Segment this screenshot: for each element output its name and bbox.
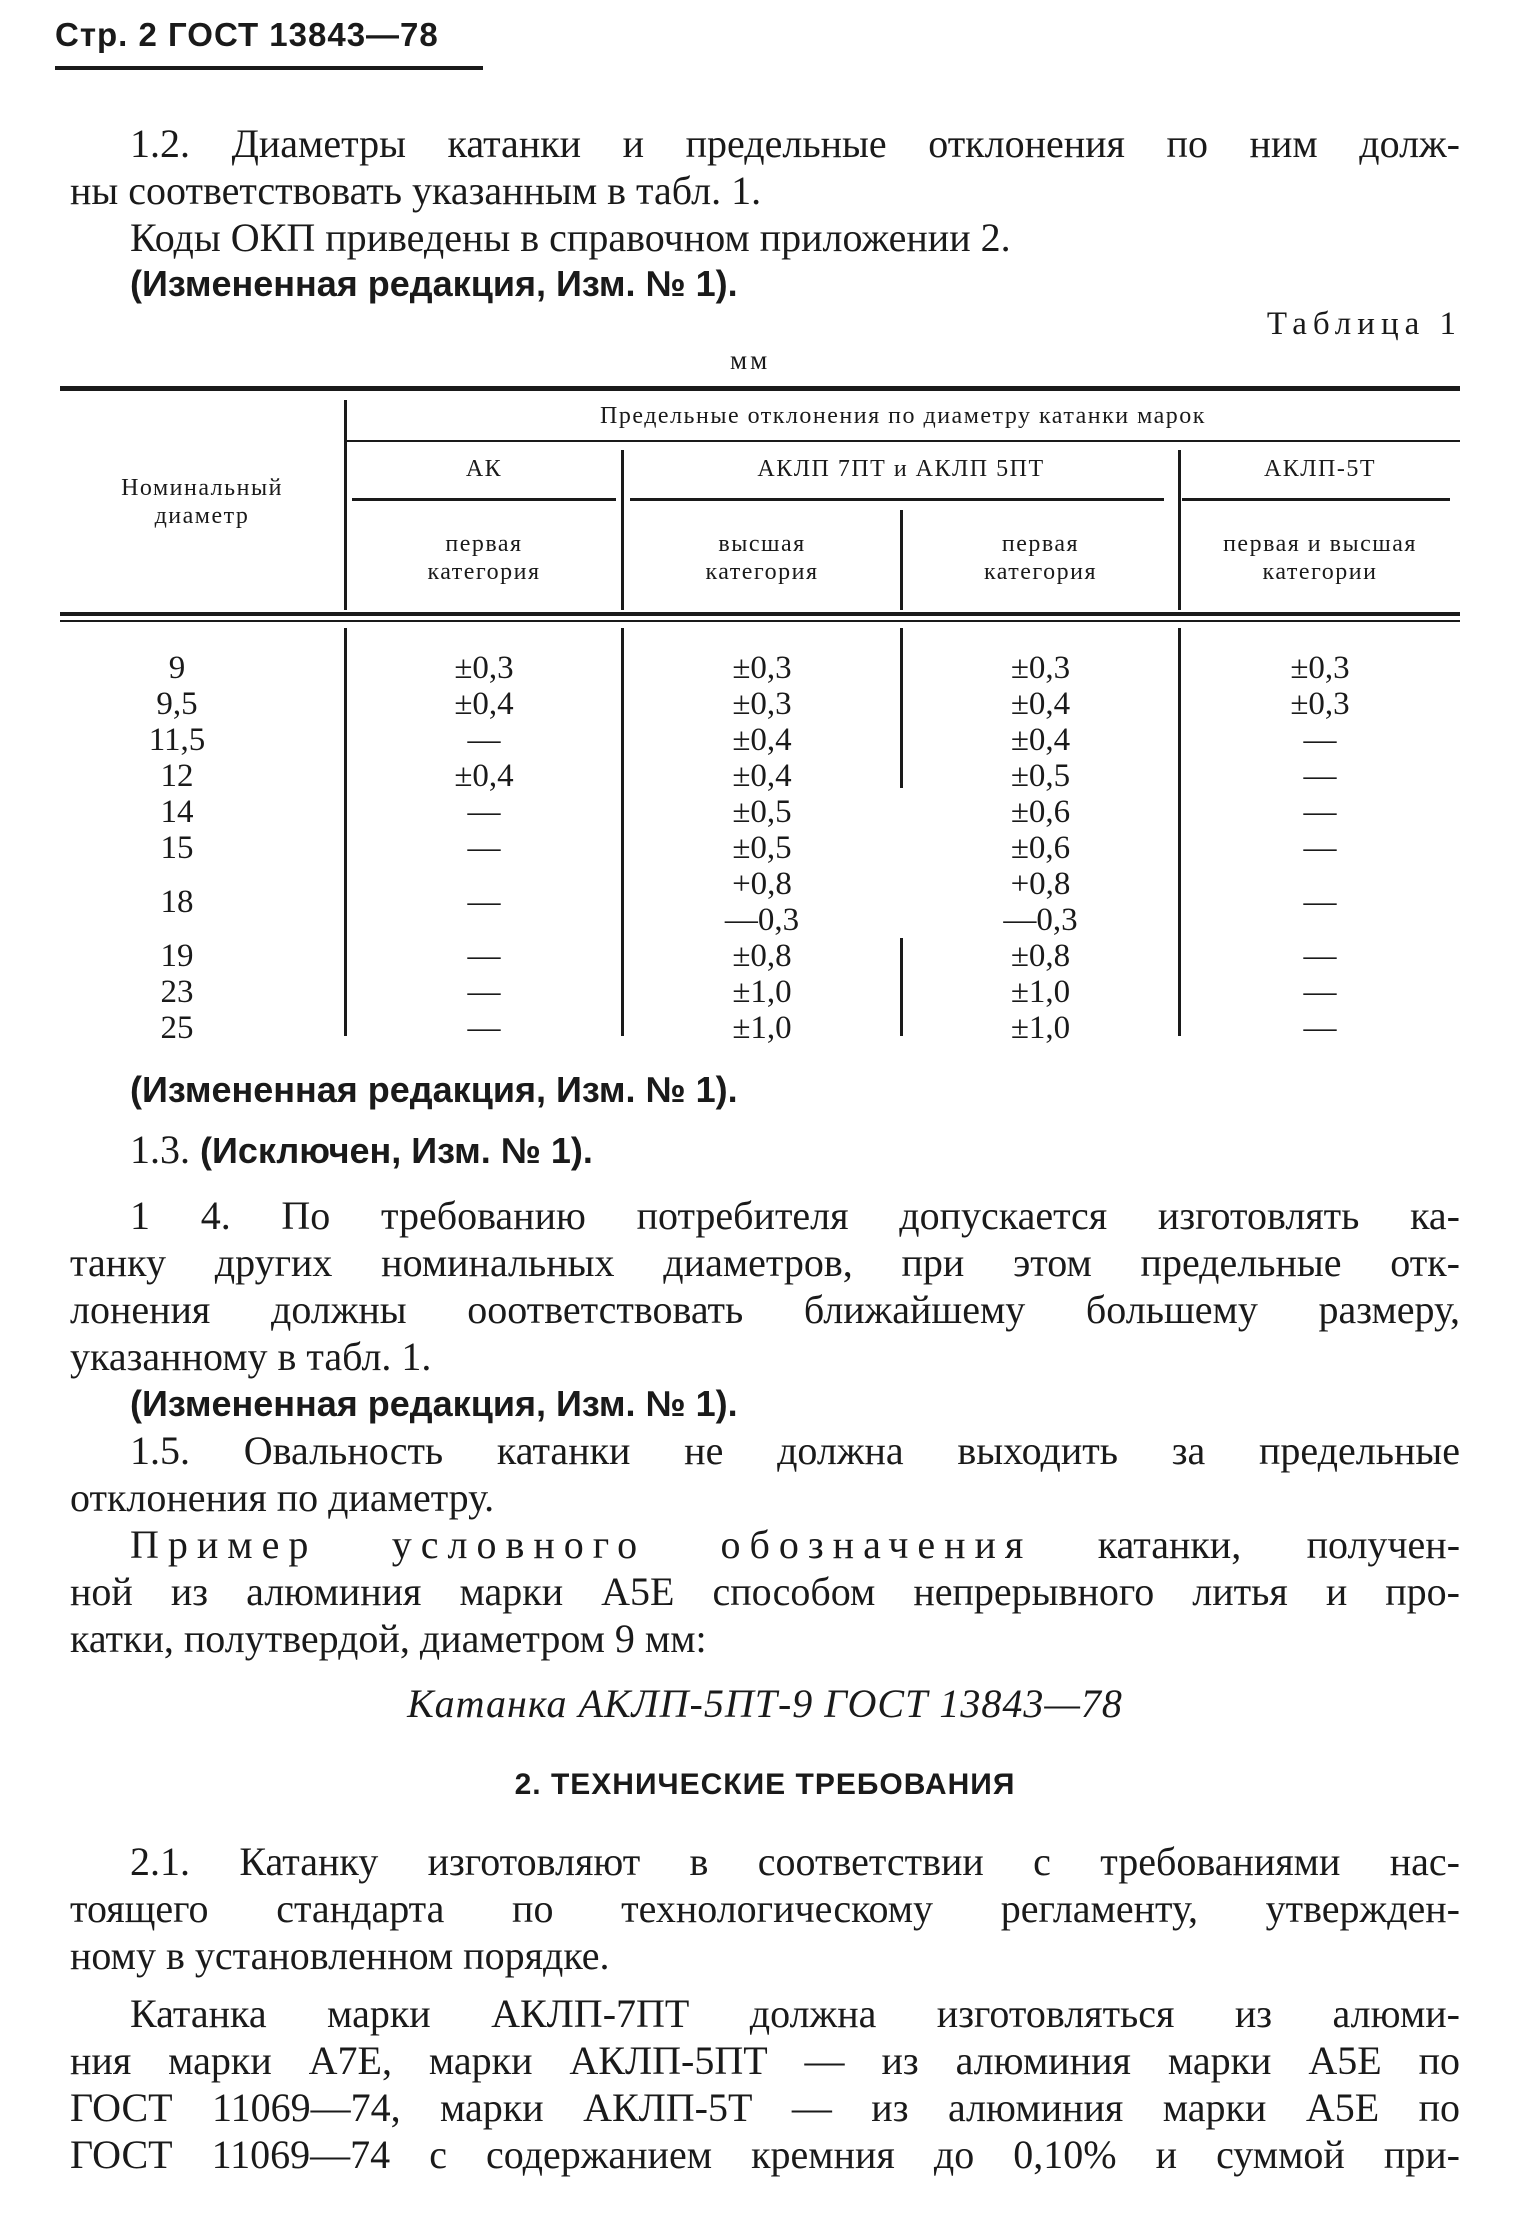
table-caption: Таблица 1 xyxy=(1266,306,1462,342)
table-vline-1-head xyxy=(344,400,347,610)
cell-aklp-high: ±1,0 xyxy=(732,974,792,1010)
table-vline-2-head xyxy=(621,450,624,610)
clause-2-1-line2: тоящего стандарта по технологическому регламенту, утвержден- xyxy=(70,1886,1460,1931)
grade-paragraph-line4: ГОСТ 11069—74 с содержанием кремния до 0,10% и суммой при- xyxy=(70,2132,1460,2177)
table-vline-2-body xyxy=(621,628,624,1036)
clause-1-2-line2: ны соответствовать указанным в табл. 1. xyxy=(70,168,762,213)
cell-diameter: 14 xyxy=(160,794,194,830)
cell-aklp5t: — xyxy=(1303,830,1337,866)
table-units: мм xyxy=(730,345,771,375)
grade-header-aklp5t: АКЛП-5Т xyxy=(1263,456,1377,482)
cell-ak: ±0,3 xyxy=(454,650,514,686)
cell-aklp-first: ±0,3 xyxy=(1010,650,1071,686)
example-line3: катки, полутвердой, диаметром 9 мм: xyxy=(70,1616,707,1661)
section-2-title: 2. ТЕХНИЧЕСКИЕ ТРЕБОВАНИЯ xyxy=(514,1768,1016,1801)
group-header: Предельные отклонения по диаметру катанки марок xyxy=(600,403,1206,429)
cell-ak: — xyxy=(467,1010,501,1046)
table-grade-rule-aklp5t xyxy=(1182,498,1450,501)
standard-number: ГОСТ 13843—78 xyxy=(168,16,439,53)
example-line1-rest: катанки, получен- xyxy=(1097,1522,1461,1567)
cell-aklp-high: ±0,5 xyxy=(732,830,792,866)
cell-ak: ±0,4 xyxy=(454,758,514,794)
revision-note-1: (Измененная редакция, Изм. № 1). xyxy=(130,263,738,304)
cell-ak: — xyxy=(467,722,501,758)
cell-diameter: 9 xyxy=(168,650,186,686)
clause-1-3 xyxy=(130,1126,593,1174)
category-aklp5t-l1: первая и высшая xyxy=(1223,531,1417,557)
cell-aklp-high: ±0,3 xyxy=(732,686,792,722)
cell-aklp5t: — xyxy=(1303,974,1337,1010)
cell-diameter: 18 xyxy=(160,884,194,920)
category-aklp-high-l2: категория xyxy=(705,559,819,585)
cell-aklp5t: — xyxy=(1303,884,1337,920)
clause-1-4-line1: 1 4. По требованию потребителя допускается изготовлять ка- xyxy=(130,1193,1460,1238)
table-vline-3-body-b xyxy=(900,938,903,1036)
category-aklp-first-l1: первая xyxy=(1001,531,1080,557)
example-line1 xyxy=(130,1521,1460,1568)
cell-ak: — xyxy=(467,884,501,920)
okp-note: Коды ОКП приведены в справочном приложении 2. xyxy=(130,215,1011,260)
page-label: Стр. 2 xyxy=(55,16,158,53)
col-header-nominal-l2: диаметр xyxy=(154,503,250,529)
designation-example: Катанка АКЛП-5ПТ-9 ГОСТ 13843—78 xyxy=(407,1681,1123,1726)
table-head-rule-2 xyxy=(60,620,1460,622)
table-head-rule-1 xyxy=(60,612,1460,616)
cell-aklp5t: ±0,3 xyxy=(1290,686,1350,722)
clause-1-3-number: 1.3. xyxy=(130,1127,190,1172)
cell-aklp-high: ±0,3 xyxy=(732,650,792,686)
cell-diameter: 11,5 xyxy=(148,722,206,758)
clause-2-1-line3: ному в установленном порядке. xyxy=(70,1933,610,1978)
cell-aklp-first: ±0,8 xyxy=(1010,938,1071,974)
cell-aklp-high-lower: —0,3 xyxy=(724,902,800,938)
col-header-nominal xyxy=(62,474,342,530)
cell-diameter: 25 xyxy=(160,1010,194,1046)
cell-aklp-first: ±0,6 xyxy=(1010,830,1071,866)
cell-aklp-first: ±0,6 xyxy=(1010,794,1071,830)
cell-ak: — xyxy=(467,830,501,866)
cell-aklp-first: ±0,5 xyxy=(1010,758,1071,794)
col-header-nominal-l1: Номинальный xyxy=(121,475,283,501)
clause-1-3-text: (Исключен, Изм. № 1). xyxy=(200,1130,593,1171)
grade-header-ak: АК xyxy=(465,456,503,482)
category-aklp5t xyxy=(1182,530,1458,586)
cell-aklp-first-upper: +0,8 xyxy=(1010,866,1071,902)
cell-diameter: 19 xyxy=(160,938,194,974)
cell-diameter: 12 xyxy=(160,758,194,794)
table-grade-rule-aklp xyxy=(630,498,1164,501)
table-vline-3-head xyxy=(900,510,903,610)
table-group-rule xyxy=(346,440,1460,442)
clause-1-4-line4: указанному в табл. 1. xyxy=(70,1334,432,1379)
category-aklp-first xyxy=(904,530,1177,586)
cell-diameter: 15 xyxy=(160,830,194,866)
cell-aklp-high: ±0,4 xyxy=(732,758,792,794)
clause-1-5-line1: 1.5. Овальность катанки не должна выходить за предельные xyxy=(130,1428,1460,1473)
revision-note-2: (Измененная редакция, Изм. № 1). xyxy=(130,1069,738,1110)
cell-aklp-first: ±1,0 xyxy=(1010,1010,1071,1046)
cell-aklp-first-lower: —0,3 xyxy=(1003,902,1078,938)
cell-aklp-first: ±0,4 xyxy=(1010,722,1071,758)
table-grade-rule-ak xyxy=(352,498,616,501)
clause-1-4-line3: лонения должны ооответствовать ближайшему большему размеру, xyxy=(70,1287,1460,1332)
cell-aklp5t: ±0,3 xyxy=(1290,650,1350,686)
cell-aklp-high: ±0,5 xyxy=(732,794,792,830)
example-line2: ной из алюминия марки А5Е способом непрерывного литья и про- xyxy=(70,1569,1460,1614)
cell-aklp5t: — xyxy=(1303,722,1337,758)
grade-paragraph-line3: ГОСТ 11069—74, марки АКЛП-5Т — из алюминия марки А5Е по xyxy=(70,2085,1460,2130)
table-vline-4-head xyxy=(1178,450,1181,610)
category-aklp-high xyxy=(625,530,899,586)
category-ak xyxy=(348,530,620,586)
cell-aklp-first: ±0,4 xyxy=(1010,686,1071,722)
clause-1-4-line2: танку других номинальных диаметров, при этом предельные отк- xyxy=(70,1240,1460,1285)
cell-aklp-high xyxy=(625,866,899,938)
cell-aklp-first xyxy=(904,866,1177,938)
table-vline-4-body xyxy=(1178,628,1181,1036)
cell-ak: ±0,4 xyxy=(454,686,514,722)
grade-header-aklp: АКЛП 7ПТ и АКЛП 5ПТ xyxy=(757,456,1045,482)
table-vline-1-body xyxy=(344,628,347,1036)
table-top-rule xyxy=(60,386,1460,391)
category-aklp-high-l1: высшая xyxy=(718,531,806,557)
cell-ak: — xyxy=(467,974,501,1010)
category-aklp5t-l2: категории xyxy=(1262,559,1378,585)
cell-aklp-high: ±1,0 xyxy=(732,1010,792,1046)
running-header xyxy=(55,16,439,54)
cell-aklp5t: — xyxy=(1303,758,1337,794)
cell-aklp5t: — xyxy=(1303,938,1337,974)
cell-aklp5t: — xyxy=(1303,1010,1337,1046)
clause-2-1-line1: 2.1. Катанку изготовляют в соответствии с требованиями нас- xyxy=(130,1839,1460,1884)
cell-aklp-high: ±0,8 xyxy=(732,938,792,974)
category-ak-l2: категория xyxy=(427,559,541,585)
header-rule xyxy=(55,66,483,70)
clause-1-2-line1: 1.2. Диаметры катанки и предельные отклонения по ним долж- xyxy=(130,121,1460,166)
cell-diameter: 23 xyxy=(160,974,194,1010)
category-ak-l1: первая xyxy=(445,531,523,557)
grade-paragraph-line1: Катанка марки АКЛП-7ПТ должна изготовляться из алюми- xyxy=(130,1991,1460,2036)
clause-1-5-line2: отклонения по диаметру. xyxy=(70,1475,495,1520)
cell-aklp-high: ±0,4 xyxy=(732,722,792,758)
grade-paragraph-line2: ния марки А7Е, марки АКЛП-5ПТ — из алюминия марки А5Е по xyxy=(70,2038,1460,2083)
category-aklp-first-l2: категория xyxy=(983,559,1098,585)
table-vline-3-body-a xyxy=(900,628,903,788)
cell-ak: — xyxy=(467,794,501,830)
cell-aklp-high-upper: +0,8 xyxy=(732,866,792,902)
cell-aklp-first: ±1,0 xyxy=(1010,974,1071,1010)
cell-diameter: 9,5 xyxy=(156,686,198,722)
example-lead: Пример условного обозначения xyxy=(130,1522,1033,1567)
cell-aklp5t: — xyxy=(1303,794,1337,830)
revision-note-3: (Измененная редакция, Изм. № 1). xyxy=(130,1383,738,1424)
cell-ak: — xyxy=(467,938,501,974)
